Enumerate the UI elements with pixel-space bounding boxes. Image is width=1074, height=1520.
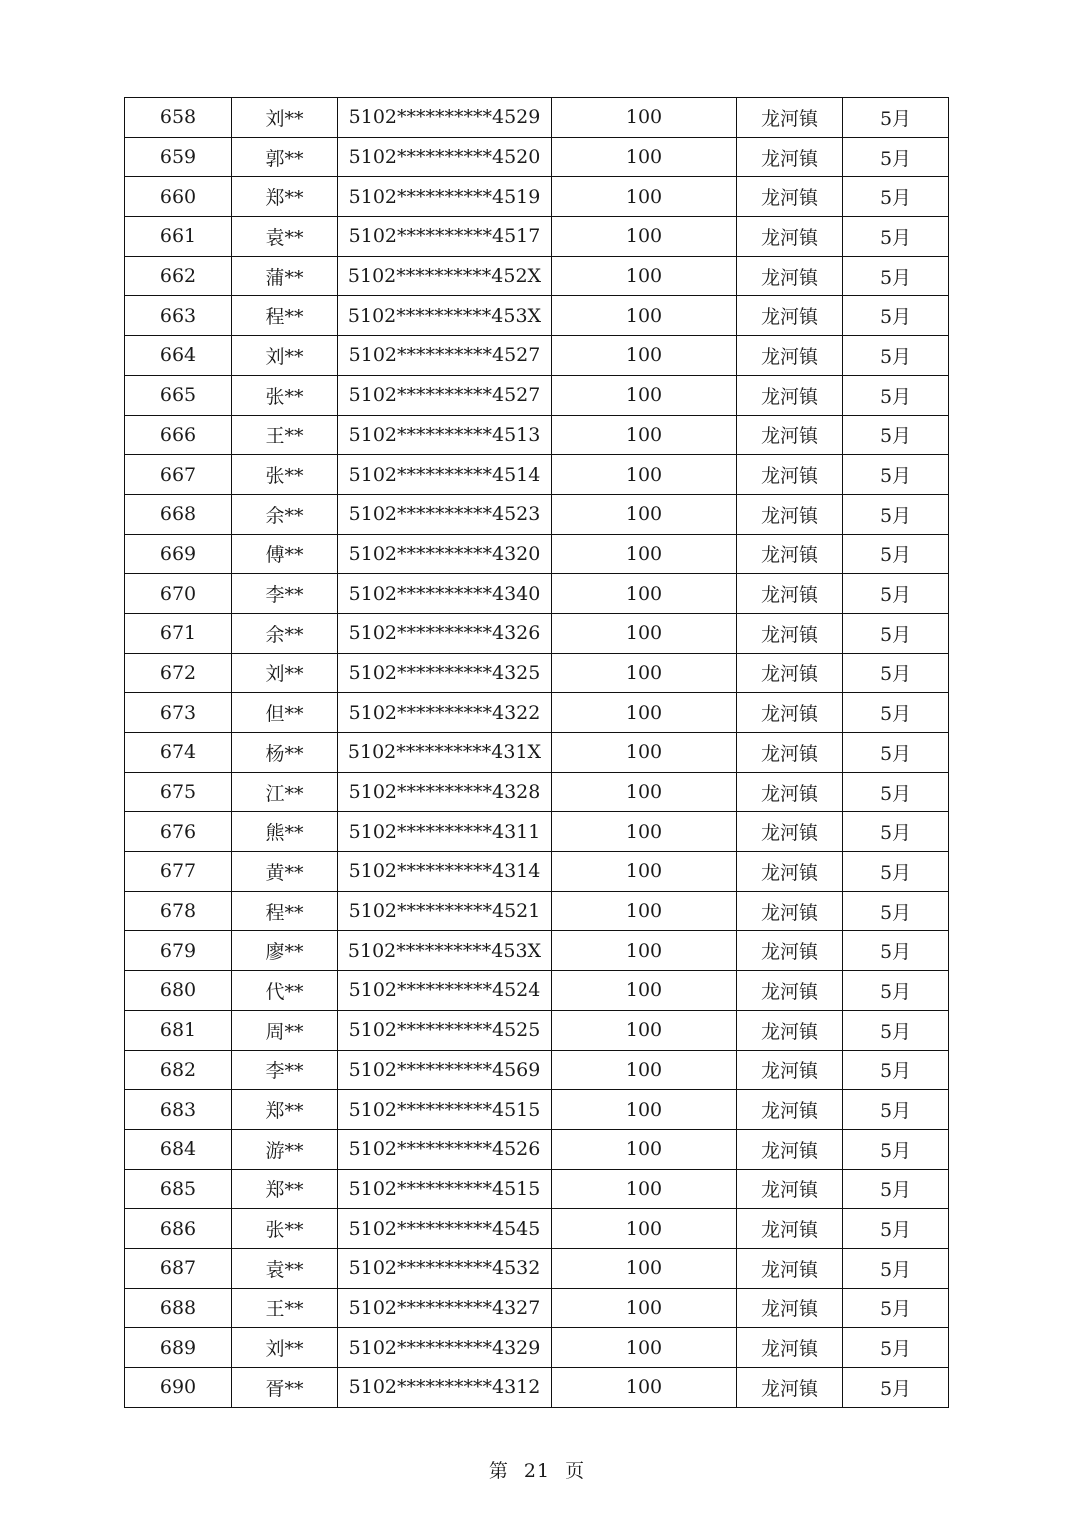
cell-month: 5月 — [843, 1169, 949, 1209]
cell-name: 傅** — [232, 534, 338, 574]
cell-month: 5月 — [843, 733, 949, 773]
cell-name: 郑** — [232, 177, 338, 217]
cell-name: 廖** — [232, 931, 338, 971]
cell-index: 673 — [125, 693, 232, 733]
cell-town: 龙河镇 — [737, 852, 843, 892]
table-row — [125, 415, 949, 455]
cell-id-number: 5102**********4527 — [338, 336, 552, 376]
table-row — [125, 1010, 949, 1050]
cell-month: 5月 — [843, 812, 949, 852]
cell-id-number: 5102**********4340 — [338, 574, 552, 614]
cell-town: 龙河镇 — [737, 1010, 843, 1050]
cell-index: 661 — [125, 217, 232, 257]
cell-id-number: 5102**********4328 — [338, 772, 552, 812]
cell-id-number: 5102**********4521 — [338, 891, 552, 931]
cell-town: 龙河镇 — [737, 415, 843, 455]
table-row — [125, 1169, 949, 1209]
cell-town: 龙河镇 — [737, 98, 843, 138]
table-row — [125, 1368, 949, 1408]
cell-id-number: 5102**********4517 — [338, 217, 552, 257]
table-row — [125, 336, 949, 376]
cell-name: 刘** — [232, 1328, 338, 1368]
table-row — [125, 891, 949, 931]
cell-name: 江** — [232, 772, 338, 812]
cell-index: 686 — [125, 1209, 232, 1249]
cell-id-number: 5102**********4325 — [338, 653, 552, 693]
cell-amount: 100 — [552, 296, 737, 336]
cell-index: 668 — [125, 494, 232, 534]
cell-index: 659 — [125, 137, 232, 177]
cell-month: 5月 — [843, 1050, 949, 1090]
cell-town: 龙河镇 — [737, 177, 843, 217]
cell-month: 5月 — [843, 931, 949, 971]
cell-town: 龙河镇 — [737, 256, 843, 296]
table-row — [125, 455, 949, 495]
cell-town: 龙河镇 — [737, 217, 843, 257]
cell-id-number: 5102**********4569 — [338, 1050, 552, 1090]
cell-amount: 100 — [552, 931, 737, 971]
cell-amount: 100 — [552, 217, 737, 257]
cell-amount: 100 — [552, 852, 737, 892]
cell-id-number: 5102**********4532 — [338, 1248, 552, 1288]
cell-town: 龙河镇 — [737, 772, 843, 812]
cell-index: 667 — [125, 455, 232, 495]
cell-town: 龙河镇 — [737, 613, 843, 653]
cell-amount: 100 — [552, 653, 737, 693]
table-row — [125, 1050, 949, 1090]
cell-index: 689 — [125, 1328, 232, 1368]
cell-town: 龙河镇 — [737, 891, 843, 931]
cell-amount: 100 — [552, 534, 737, 574]
cell-town: 龙河镇 — [737, 137, 843, 177]
cell-id-number: 5102**********4527 — [338, 375, 552, 415]
cell-name: 胥** — [232, 1368, 338, 1408]
cell-month: 5月 — [843, 653, 949, 693]
cell-amount: 100 — [552, 1050, 737, 1090]
table-row — [125, 98, 949, 138]
cell-id-number: 5102**********4524 — [338, 971, 552, 1011]
cell-name: 李** — [232, 1050, 338, 1090]
cell-amount: 100 — [552, 1090, 737, 1130]
table-row — [125, 812, 949, 852]
cell-amount: 100 — [552, 494, 737, 534]
table-row — [125, 217, 949, 257]
cell-amount: 100 — [552, 733, 737, 773]
cell-amount: 100 — [552, 455, 737, 495]
cell-name: 袁** — [232, 1248, 338, 1288]
table-row — [125, 137, 949, 177]
cell-name: 王** — [232, 1288, 338, 1328]
table-row — [125, 931, 949, 971]
cell-amount: 100 — [552, 574, 737, 614]
cell-name: 张** — [232, 1209, 338, 1249]
cell-month: 5月 — [843, 891, 949, 931]
cell-id-number: 5102**********453X — [338, 931, 552, 971]
cell-amount: 100 — [552, 812, 737, 852]
cell-amount: 100 — [552, 1368, 737, 1408]
cell-index: 690 — [125, 1368, 232, 1408]
cell-month: 5月 — [843, 574, 949, 614]
cell-month: 5月 — [843, 494, 949, 534]
cell-amount: 100 — [552, 971, 737, 1011]
cell-month: 5月 — [843, 455, 949, 495]
cell-id-number: 5102**********4322 — [338, 693, 552, 733]
cell-month: 5月 — [843, 256, 949, 296]
cell-id-number: 5102**********4329 — [338, 1328, 552, 1368]
cell-town: 龙河镇 — [737, 1129, 843, 1169]
cell-name: 刘** — [232, 653, 338, 693]
cell-index: 664 — [125, 336, 232, 376]
table-row — [125, 574, 949, 614]
cell-month: 5月 — [843, 1129, 949, 1169]
cell-month: 5月 — [843, 296, 949, 336]
cell-amount: 100 — [552, 1328, 737, 1368]
cell-id-number: 5102**********431X — [338, 733, 552, 773]
cell-name: 袁** — [232, 217, 338, 257]
cell-index: 685 — [125, 1169, 232, 1209]
cell-index: 666 — [125, 415, 232, 455]
cell-index: 677 — [125, 852, 232, 892]
cell-town: 龙河镇 — [737, 1288, 843, 1328]
cell-id-number: 5102**********4545 — [338, 1209, 552, 1249]
cell-month: 5月 — [843, 1288, 949, 1328]
cell-amount: 100 — [552, 1209, 737, 1249]
cell-id-number: 5102**********4320 — [338, 534, 552, 574]
cell-town: 龙河镇 — [737, 375, 843, 415]
cell-amount: 100 — [552, 891, 737, 931]
cell-month: 5月 — [843, 1368, 949, 1408]
cell-town: 龙河镇 — [737, 971, 843, 1011]
cell-month: 5月 — [843, 1248, 949, 1288]
cell-month: 5月 — [843, 852, 949, 892]
table-row — [125, 1248, 949, 1288]
cell-id-number: 5102**********4514 — [338, 455, 552, 495]
cell-id-number: 5102**********4312 — [338, 1368, 552, 1408]
table-row — [125, 375, 949, 415]
cell-town: 龙河镇 — [737, 693, 843, 733]
cell-amount: 100 — [552, 772, 737, 812]
cell-id-number: 5102**********452X — [338, 256, 552, 296]
table-row — [125, 1288, 949, 1328]
cell-town: 龙河镇 — [737, 1090, 843, 1130]
cell-id-number: 5102**********4326 — [338, 613, 552, 653]
cell-amount: 100 — [552, 256, 737, 296]
cell-index: 687 — [125, 1248, 232, 1288]
table-row — [125, 1090, 949, 1130]
cell-month: 5月 — [843, 613, 949, 653]
cell-month: 5月 — [843, 1090, 949, 1130]
page-footer — [0, 1456, 1074, 1483]
table-row — [125, 1129, 949, 1169]
cell-town: 龙河镇 — [737, 733, 843, 773]
table-row — [125, 256, 949, 296]
cell-id-number: 5102**********453X — [338, 296, 552, 336]
cell-name: 熊** — [232, 812, 338, 852]
cell-month: 5月 — [843, 137, 949, 177]
cell-amount: 100 — [552, 98, 737, 138]
cell-index: 665 — [125, 375, 232, 415]
cell-amount: 100 — [552, 375, 737, 415]
cell-town: 龙河镇 — [737, 812, 843, 852]
cell-index: 682 — [125, 1050, 232, 1090]
cell-month: 5月 — [843, 693, 949, 733]
table-row — [125, 177, 949, 217]
cell-town: 龙河镇 — [737, 1368, 843, 1408]
cell-amount: 100 — [552, 1129, 737, 1169]
cell-month: 5月 — [843, 772, 949, 812]
cell-id-number: 5102**********4525 — [338, 1010, 552, 1050]
cell-town: 龙河镇 — [737, 455, 843, 495]
table-row — [125, 971, 949, 1011]
table-row — [125, 1209, 949, 1249]
cell-name: 张** — [232, 455, 338, 495]
cell-month: 5月 — [843, 1328, 949, 1368]
cell-name: 周** — [232, 1010, 338, 1050]
cell-month: 5月 — [843, 415, 949, 455]
cell-id-number: 5102**********4526 — [338, 1129, 552, 1169]
cell-index: 671 — [125, 613, 232, 653]
table-row — [125, 733, 949, 773]
cell-index: 660 — [125, 177, 232, 217]
table-row — [125, 852, 949, 892]
cell-town: 龙河镇 — [737, 1209, 843, 1249]
cell-index: 678 — [125, 891, 232, 931]
page-number: 21 — [523, 1460, 551, 1482]
cell-town: 龙河镇 — [737, 1328, 843, 1368]
cell-town: 龙河镇 — [737, 574, 843, 614]
cell-index: 676 — [125, 812, 232, 852]
cell-town: 龙河镇 — [737, 1050, 843, 1090]
cell-month: 5月 — [843, 1010, 949, 1050]
cell-index: 672 — [125, 653, 232, 693]
cell-amount: 100 — [552, 336, 737, 376]
table-row — [125, 494, 949, 534]
cell-index: 675 — [125, 772, 232, 812]
table-row — [125, 613, 949, 653]
cell-index: 683 — [125, 1090, 232, 1130]
cell-index: 688 — [125, 1288, 232, 1328]
cell-id-number: 5102**********4529 — [338, 98, 552, 138]
cell-name: 郑** — [232, 1169, 338, 1209]
cell-town: 龙河镇 — [737, 336, 843, 376]
cell-amount: 100 — [552, 1010, 737, 1050]
cell-name: 刘** — [232, 336, 338, 376]
cell-index: 658 — [125, 98, 232, 138]
cell-name: 蒲** — [232, 256, 338, 296]
cell-town: 龙河镇 — [737, 494, 843, 534]
data-table — [124, 97, 949, 1408]
cell-index: 684 — [125, 1129, 232, 1169]
page-label-suffix: 页 — [565, 1460, 586, 1482]
table-row — [125, 653, 949, 693]
cell-index: 674 — [125, 733, 232, 773]
table-body — [125, 98, 949, 1408]
cell-name: 代** — [232, 971, 338, 1011]
cell-month: 5月 — [843, 971, 949, 1011]
cell-name: 程** — [232, 891, 338, 931]
cell-id-number: 5102**********4523 — [338, 494, 552, 534]
cell-town: 龙河镇 — [737, 534, 843, 574]
table-row — [125, 1328, 949, 1368]
cell-id-number: 5102**********4311 — [338, 812, 552, 852]
cell-id-number: 5102**********4327 — [338, 1288, 552, 1328]
cell-name: 李** — [232, 574, 338, 614]
cell-name: 张** — [232, 375, 338, 415]
cell-month: 5月 — [843, 217, 949, 257]
cell-month: 5月 — [843, 98, 949, 138]
cell-month: 5月 — [843, 534, 949, 574]
cell-id-number: 5102**********4314 — [338, 852, 552, 892]
cell-amount: 100 — [552, 1288, 737, 1328]
cell-index: 663 — [125, 296, 232, 336]
cell-name: 程** — [232, 296, 338, 336]
cell-index: 680 — [125, 971, 232, 1011]
cell-index: 669 — [125, 534, 232, 574]
cell-town: 龙河镇 — [737, 296, 843, 336]
cell-id-number: 5102**********4515 — [338, 1090, 552, 1130]
cell-name: 余** — [232, 613, 338, 653]
cell-name: 刘** — [232, 98, 338, 138]
cell-amount: 100 — [552, 1169, 737, 1209]
cell-town: 龙河镇 — [737, 1248, 843, 1288]
cell-name: 游** — [232, 1129, 338, 1169]
page-label-prefix: 第 — [488, 1460, 509, 1482]
cell-id-number: 5102**********4515 — [338, 1169, 552, 1209]
cell-name: 黄** — [232, 852, 338, 892]
cell-amount: 100 — [552, 177, 737, 217]
cell-index: 670 — [125, 574, 232, 614]
cell-amount: 100 — [552, 1248, 737, 1288]
cell-id-number: 5102**********4520 — [338, 137, 552, 177]
cell-month: 5月 — [843, 336, 949, 376]
cell-amount: 100 — [552, 613, 737, 653]
cell-index: 679 — [125, 931, 232, 971]
cell-amount: 100 — [552, 137, 737, 177]
cell-town: 龙河镇 — [737, 1169, 843, 1209]
cell-town: 龙河镇 — [737, 931, 843, 971]
cell-amount: 100 — [552, 415, 737, 455]
table-row — [125, 296, 949, 336]
table-row — [125, 772, 949, 812]
cell-amount: 100 — [552, 693, 737, 733]
cell-index: 681 — [125, 1010, 232, 1050]
table-row — [125, 693, 949, 733]
table-row — [125, 534, 949, 574]
cell-name: 余** — [232, 494, 338, 534]
cell-town: 龙河镇 — [737, 653, 843, 693]
cell-month: 5月 — [843, 177, 949, 217]
cell-name: 王** — [232, 415, 338, 455]
cell-id-number: 5102**********4513 — [338, 415, 552, 455]
cell-name: 杨** — [232, 733, 338, 773]
cell-id-number: 5102**********4519 — [338, 177, 552, 217]
cell-index: 662 — [125, 256, 232, 296]
cell-name: 郭** — [232, 137, 338, 177]
cell-name: 但** — [232, 693, 338, 733]
cell-name: 郑** — [232, 1090, 338, 1130]
cell-month: 5月 — [843, 375, 949, 415]
cell-month: 5月 — [843, 1209, 949, 1249]
